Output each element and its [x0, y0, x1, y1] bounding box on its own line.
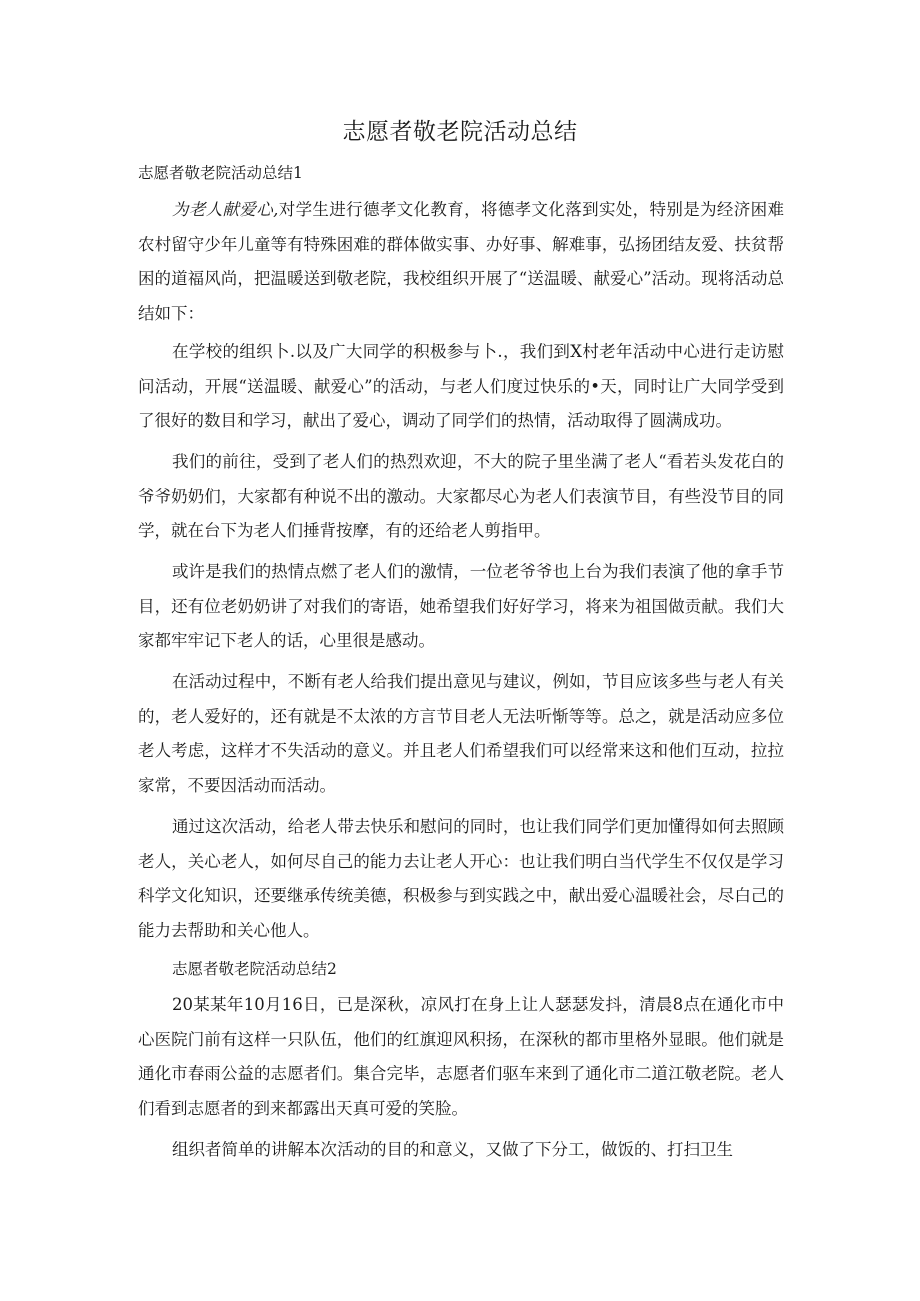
section-2-heading: 志愿者敬老院活动总结2: [172, 960, 337, 978]
section-1-heading: 志愿者敬老院活动总结1: [138, 164, 303, 182]
paragraph-performance: 或许是我们的热情点燃了老人们的激情，一位老爷爷也上台为我们表演了他的拿手节目，还有位老奶奶讲了对我们的寄语，她希望我们好好学习，将来为祖国做贡献。我们大家都牢牢记下老人的话，心里很是感动。: [138, 562, 784, 651]
paragraph-intro: [138, 193, 784, 331]
paragraph-reflection: 通过这次活动，给老人带去快乐和慰问的同时，也让我们同学们更加懂得如何去照顾老人，关心老人，如何尽自己的能力去让老人开心：也让我们明白当代学生不仅仅是学习科学文化知识，还要继承传统美德，积极参与到实践之中，献出爱心温暖社会，尽白己的能力去帮助和关心他人。: [138, 817, 784, 940]
paragraph-intro-lead: 为老人献爱心,: [172, 200, 279, 219]
paragraph-autumn-morning: 20某某年10月16日，已是深秋，凉风打在身上让人瑟瑟发抖，清晨8点在通化市中心医院门前有这样一只队伍，他们的红旗迎风积扬，在深秋的都市里格外显眼。他们就是通化市春雨公益的志愿者们。集合完毕，志愿者们驱车来到了通化市二道江敬老院。老人们看到志愿者的到来都露出天真可爱的笑脸。: [138, 995, 784, 1118]
paragraph-visit: 在学校的组织卜.以及广大同学的积极参与卜.，我们到X村老年活动中心进行走访慰问活动，开展“送温暖、献爱心”的活动，与老人们度过快乐的•天，同时让广大同学受到了很好的数目和学习，献出了爱心，调动了同学们的热情，活动取得了圆满成功。: [138, 342, 784, 431]
paragraph-intro-body: 对学生进行德孝文化教育，将德孝文化落到实处，特别是为经济困难农村留守少年儿童等有特殊困难的群体做实事、办好事、解难事，弘扬团结友爱、扶贫帮困的道福风尚，把温暖送到敬老院，我校组织开展了“送温暖、献爱心”活动。现将活动总结如下：: [138, 200, 785, 323]
paragraph-organizer: 组织者简单的讲解本次活动的目的和意义，又做了下分工，做饭的、打扫卫生: [172, 1140, 733, 1159]
document-title: 志愿者敬老院活动总结: [342, 119, 578, 145]
paragraph-welcome: 我们的前往，受到了老人们的热烈欢迎，不大的院子里坐满了老人“看若头发花白的爷爷奶奶们，大家都有种说不出的激动。大家都尽心为老人们表演节目，有些没节目的同学，就在台下为老人们捶背按摩，有的还给老人剪指甲。: [138, 452, 784, 541]
paragraph-feedback: 在活动过程中，不断有老人给我们提出意见与建议，例如，节目应该多些与老人有关的，老人爱好的，还有就是不太浓的方言节目老人无法听惭等等。总之，就是活动应多位老人考虑，这样才不失活动的意义。并且老人们希望我们可以经常来这和他们互动，拉拉家常，不要因活动而活动。: [138, 672, 784, 795]
